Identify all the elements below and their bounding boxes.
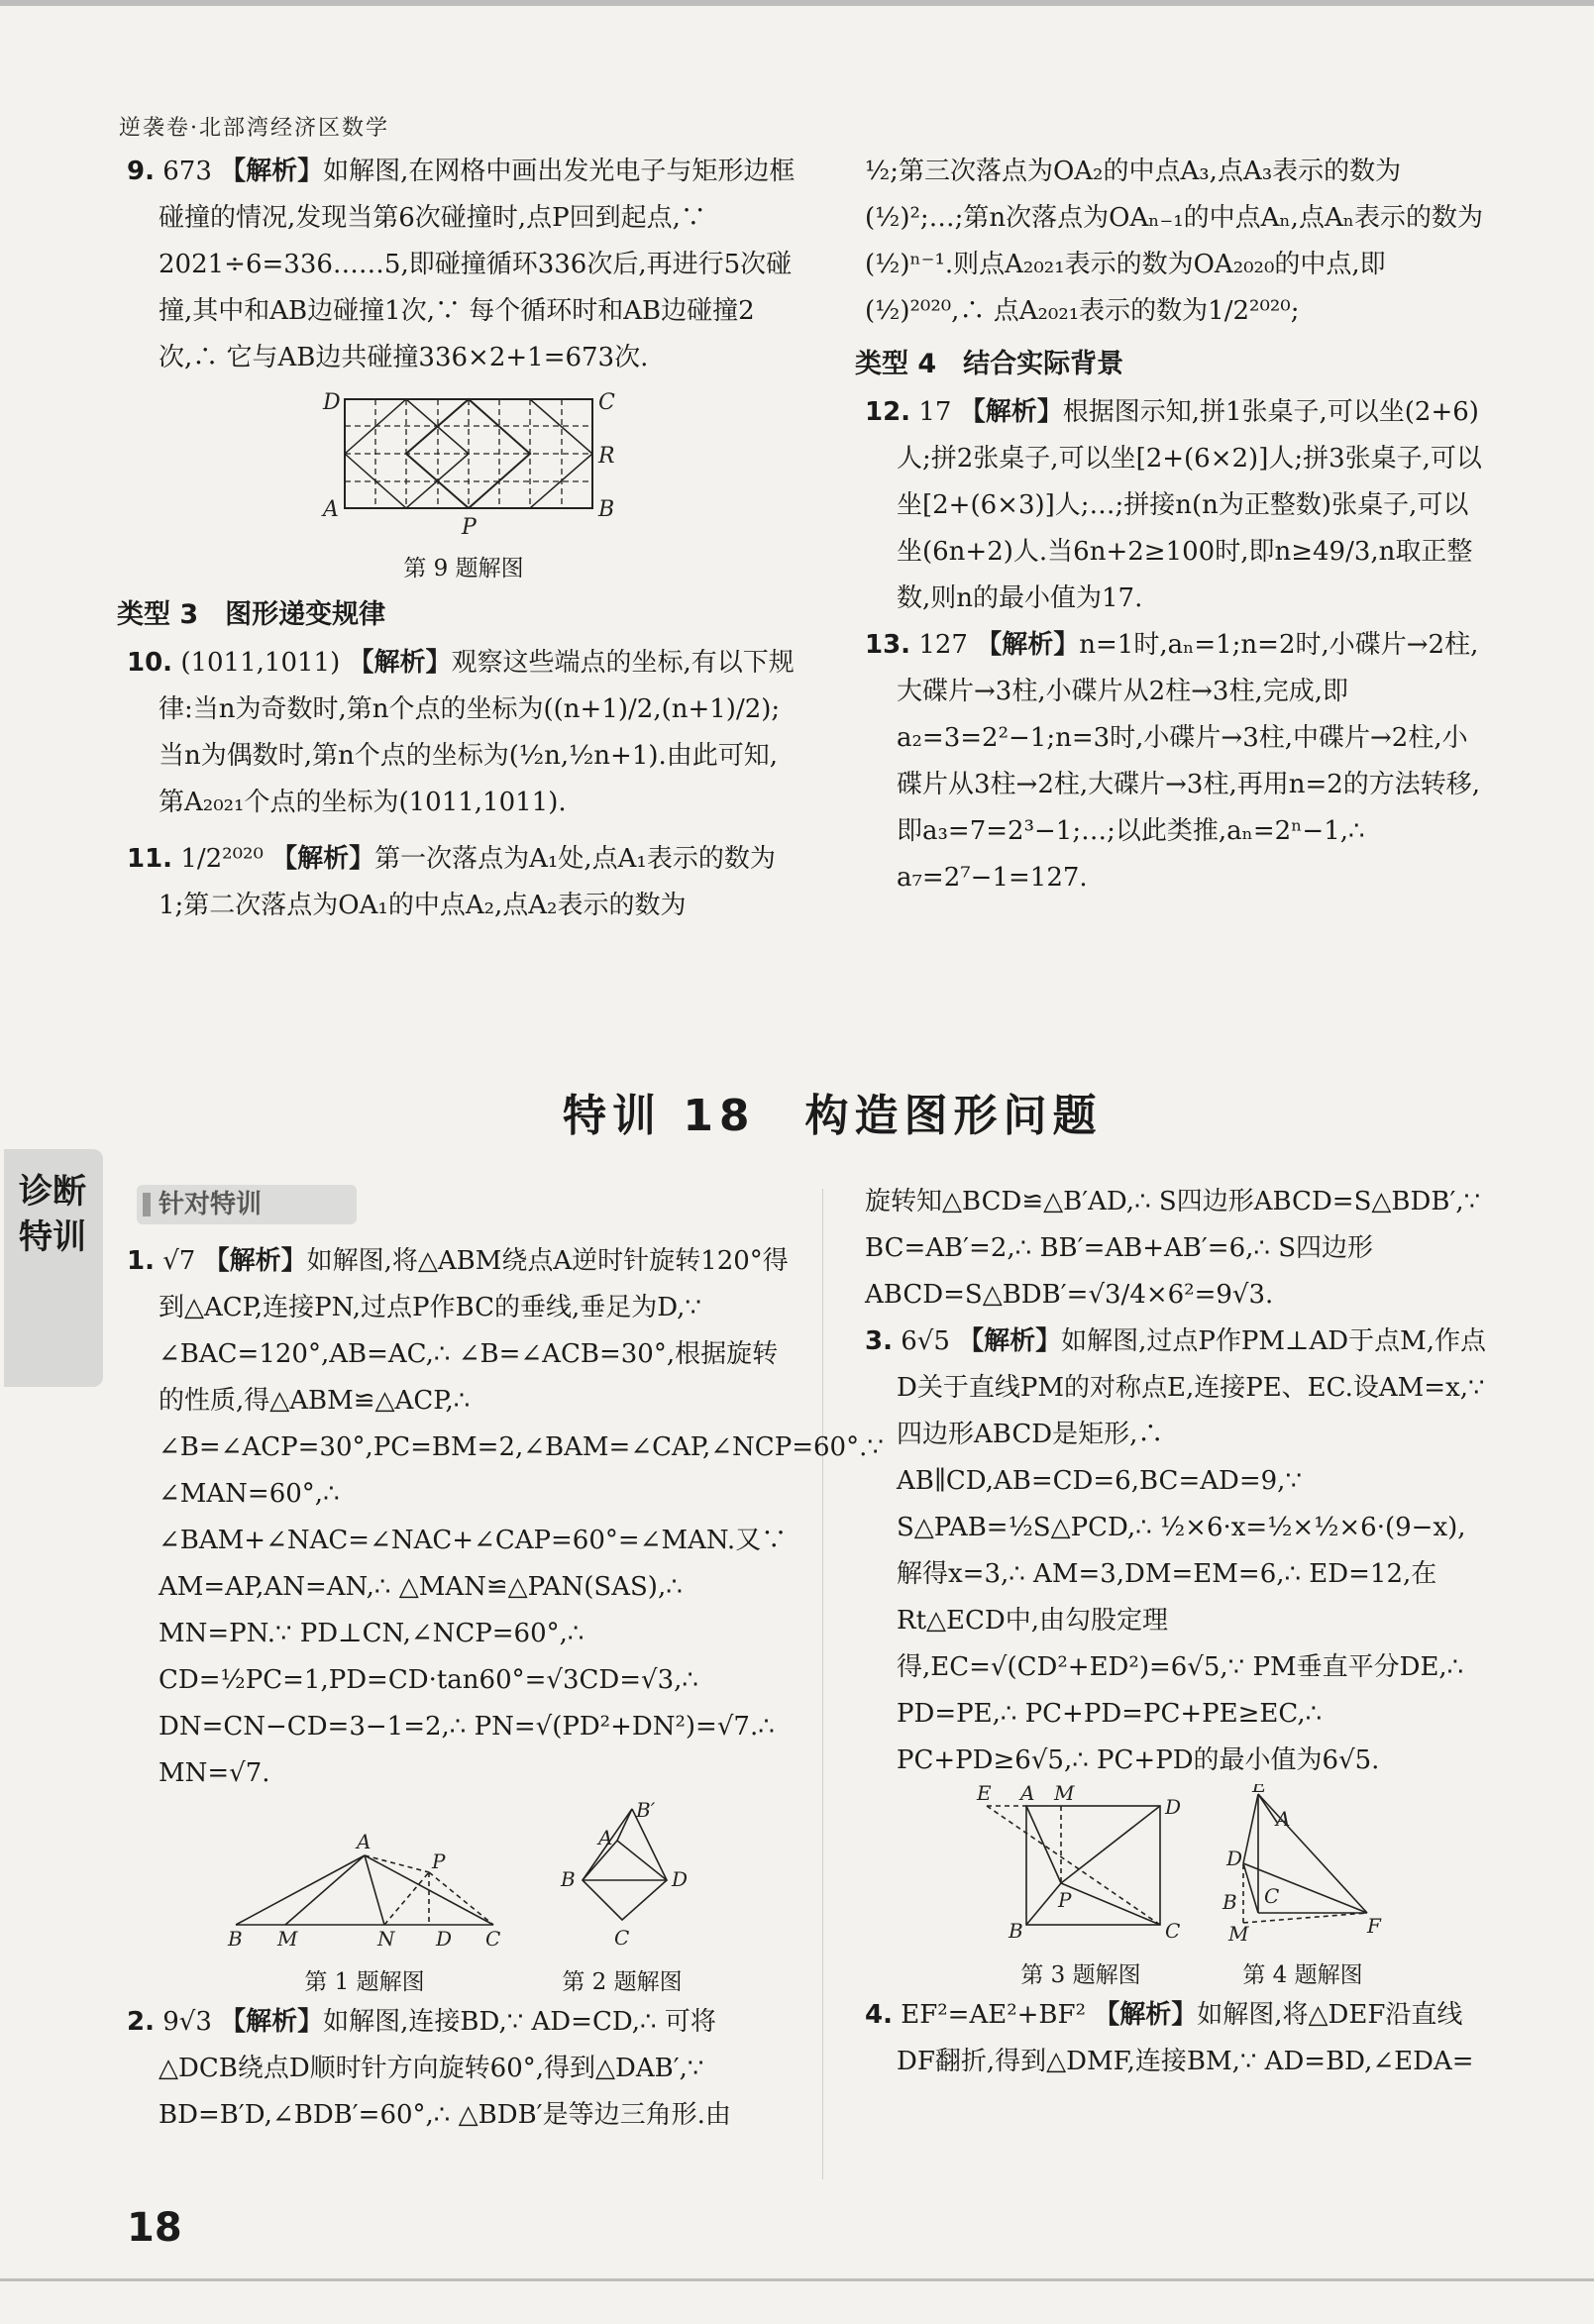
analysis-text: 如解图,在网格中画出发光电子与矩形边框碰撞的情况,发现当第6次碰撞时,点P回到起点,∵ 2021÷6=336……5,即碰撞循环336次后,再进行5次碰撞,其中和AB边碰撞1次,∵ 每个循环时和AB边碰撞2次,∴ 它与AB边共碰撞336×2+1=673次. bbox=[159, 157, 796, 372]
analysis-text: 第一次落点为A₁处,点A₁表示的数为1;第二次落点为OA₁的中点A₂,点A₂表示的数为 bbox=[159, 844, 776, 920]
label-E: E bbox=[977, 1784, 992, 1805]
label-C: C bbox=[1264, 1884, 1280, 1908]
type-4-heading: 类型 4 结合实际背景 bbox=[855, 349, 1124, 379]
figure-3-caption: 第 3 题解图 bbox=[1020, 1962, 1141, 1988]
bottom-border bbox=[0, 2278, 1594, 2281]
analysis-text: 观察这些端点的坐标,有以下规律:当n为奇数时,第n个点的坐标为((n+1)/2,(n+1)/2);当n为偶数时,第n个点的坐标为(½n,½n+1).由此可知,第A₂₀₂₁个点的坐标为(1011,1011). bbox=[159, 648, 795, 817]
section-title: 特训 18 构造图形问题 bbox=[563, 1091, 1103, 1141]
figure-9-caption: 第 9 题解图 bbox=[403, 556, 524, 581]
label-A: A bbox=[1276, 1807, 1291, 1831]
question-10 bbox=[127, 640, 800, 826]
analysis-tag: 【解析】 bbox=[976, 630, 1080, 660]
analysis-tag: 【解析】 bbox=[220, 157, 324, 186]
question-number: 2. bbox=[127, 2007, 155, 2037]
label-M: M bbox=[277, 1927, 298, 1950]
answer: EF²=AE²+BF² bbox=[901, 2000, 1086, 2030]
answer: 127 bbox=[918, 630, 968, 660]
running-header: 逆袭卷·北部湾经济区数学 bbox=[119, 116, 389, 141]
label-C: C bbox=[485, 1927, 501, 1950]
answer: 9√3 bbox=[162, 2007, 212, 2037]
answer: 6√5 bbox=[901, 1326, 950, 1356]
label-A: A bbox=[323, 497, 339, 522]
analysis-text: n=1时,aₙ=1;n=2时,小碟片→2柱,大碟片→3柱,小碟片从2柱→3柱,完成,即a₂=3=2²−1;n=3时,小碟片→3柱,中碟片→2柱,小碟片从3柱→2柱,大碟片→3柱,再用n=2的方法转移,即a₃=7=2³−1;…;以此类推,aₙ=2ⁿ−1,∴ a₇=2⁷−1=127. bbox=[897, 630, 1481, 893]
label-A: A bbox=[598, 1826, 613, 1849]
question-number: 13. bbox=[865, 630, 911, 660]
figure-1-caption: 第 1 题解图 bbox=[304, 1969, 425, 1995]
analysis-text: 如解图,连接BD,∵ AD=CD,∴ 可将△DCB绕点D顺时针方向旋转60°,得到△DAB′,∵ BD=B′D,∠BDB′=60°,∴ △BDB′是等边三角形.由 bbox=[159, 2007, 731, 2130]
label-D: D bbox=[323, 390, 341, 415]
figure-1 bbox=[216, 1801, 513, 1999]
label-P: P bbox=[432, 1849, 446, 1873]
label-P: P bbox=[462, 515, 477, 536]
type-3-heading: 类型 3 图形递变规律 bbox=[117, 599, 386, 630]
right-column-top bbox=[855, 149, 1489, 901]
answer: √7 bbox=[162, 1246, 196, 1276]
question-number: 9. bbox=[127, 157, 155, 186]
question-13 bbox=[865, 622, 1489, 901]
answer: 1/2²⁰²⁰ bbox=[180, 844, 264, 874]
figure-4-diagram bbox=[1219, 1784, 1387, 1943]
column-divider bbox=[822, 1189, 823, 2179]
side-tab-label: 诊断特训 bbox=[19, 1172, 86, 1257]
figures-1-2 bbox=[127, 1801, 791, 1999]
left-column-top bbox=[117, 149, 800, 929]
label-D: D bbox=[436, 1927, 453, 1950]
question-number: 1. bbox=[127, 1246, 155, 1276]
figure-4 bbox=[1219, 1784, 1387, 1992]
answer: (1011,1011) bbox=[180, 648, 341, 678]
label-M: M bbox=[1228, 1922, 1249, 1943]
label-A: A bbox=[357, 1830, 372, 1853]
question-9 bbox=[127, 149, 800, 381]
label-A: A bbox=[1020, 1784, 1035, 1805]
label-Bprime: B′ bbox=[636, 1801, 656, 1822]
analysis-tag: 【解析】 bbox=[959, 397, 1063, 427]
analysis-text: 如解图,过点P作PM⊥AD于点M,作点D关于直线PM的对称点E,连接PE、EC.设AM=x,∵ 四边形ABCD是矩形,∴ AB∥CD,AB=CD=6,BC=AD=9,∵ S△PAB=½S△PCD,∴ ½×6·x=½×½×6·(9−x),解得x=3,∴ AM=3,DM=EM=6,∴ ED=12,在Rt△ECD中,由勾股定理得,EC=√(CD²+ED²)=6√5,∵ PM垂直平分DE,∴ PD=PE,∴ PC+PD=PC+PE≥EC,∴ PC+PD≥6√5,∴ PC+PD的最小值为6√5. bbox=[897, 1326, 1487, 1775]
question-12 bbox=[865, 389, 1489, 622]
question-11-continued: ½;第三次落点为OA₂的中点A₃,点A₃表示的数为(½)²;…;第n次落点为OAₙ₋₁的中点Aₙ,点Aₙ表示的数为(½)ⁿ⁻¹.则点A₂₀₂₁表示的数为OA₂₀₂₀的中点,即(½)²⁰²⁰,∴ 点A₂₀₂₁表示的数为1/2²⁰²⁰; bbox=[865, 157, 1483, 326]
label-B: B bbox=[1222, 1890, 1237, 1914]
label-B: B bbox=[598, 497, 615, 522]
analysis-tag: 【解析】 bbox=[1094, 2000, 1198, 2030]
question-2 bbox=[127, 1999, 791, 2139]
figure-2-caption: 第 2 题解图 bbox=[562, 1969, 683, 1995]
label-N: N bbox=[377, 1927, 395, 1950]
label-C: C bbox=[614, 1926, 630, 1950]
label-D: D bbox=[672, 1867, 689, 1891]
question-number: 4. bbox=[865, 2000, 893, 2030]
label-D: D bbox=[1226, 1847, 1243, 1870]
figure-9 bbox=[127, 387, 800, 585]
figure-2 bbox=[543, 1801, 701, 1999]
left-column-bottom bbox=[127, 1238, 884, 2139]
analysis-tag: 【解析】 bbox=[220, 2007, 324, 2037]
question-2-continued: 旋转知△BCD≌△B′AD,∴ S四边形ABCD=S△BDB′,∵ BC=AB′=2,∴ BB′=AB+AB′=6,∴ S四边形ABCD=S△BDB′=√3/4×6²=9√3. bbox=[865, 1187, 1481, 1310]
label-C: C bbox=[1165, 1919, 1181, 1943]
side-tab bbox=[4, 1149, 103, 1387]
label-B: B bbox=[228, 1927, 243, 1950]
label-C: C bbox=[598, 390, 615, 415]
page-number: 18 bbox=[127, 2205, 182, 2251]
label-D: D bbox=[1165, 1795, 1182, 1819]
label-B: B bbox=[561, 1867, 576, 1891]
figure-9-diagram bbox=[305, 387, 622, 536]
label-B: B bbox=[1009, 1919, 1023, 1943]
analysis-tag: 【解析】 bbox=[348, 648, 452, 678]
analysis-tag: 【解析】 bbox=[271, 844, 375, 874]
figure-2-diagram bbox=[543, 1801, 701, 1950]
figure-1-diagram bbox=[216, 1801, 513, 1950]
right-column-bottom bbox=[865, 1179, 1489, 2085]
figure-3 bbox=[967, 1784, 1195, 1992]
question-number: 11. bbox=[127, 844, 173, 874]
question-4 bbox=[865, 1992, 1489, 2085]
analysis-text: 根据图示知,拼1张桌子,可以坐(2+6)人;拼2张桌子,可以坐[2+(6×2)]人;拼3张桌子,可以坐[2+(6×3)]人;…;拼接n(n为正整数)张桌子,可以坐(6n+2)人.当6n+2≥100时,即n≥49/3,n取正整数,则n的最小值为17. bbox=[897, 397, 1482, 613]
question-3 bbox=[865, 1319, 1489, 1784]
answer: 673 bbox=[162, 157, 212, 186]
figure-3-diagram bbox=[967, 1784, 1195, 1943]
figure-4-caption: 第 4 题解图 bbox=[1242, 1962, 1363, 1988]
top-border bbox=[0, 0, 1594, 6]
question-number: 3. bbox=[865, 1326, 893, 1356]
question-11 bbox=[127, 836, 800, 929]
label-P: P bbox=[1058, 1888, 1072, 1912]
label-F: F bbox=[1367, 1914, 1381, 1938]
question-number: 12. bbox=[865, 397, 911, 427]
label-R: R bbox=[598, 444, 615, 469]
figures-3-4 bbox=[865, 1784, 1489, 1992]
answer: 17 bbox=[918, 397, 952, 427]
question-1 bbox=[127, 1238, 884, 1797]
section-pill: 针对特训 bbox=[137, 1185, 357, 1224]
label-M: M bbox=[1054, 1784, 1075, 1805]
question-number: 10. bbox=[127, 648, 173, 678]
analysis-tag: 【解析】 bbox=[958, 1326, 1062, 1356]
analysis-tag: 【解析】 bbox=[203, 1246, 307, 1276]
label-E: E bbox=[1252, 1784, 1267, 1797]
analysis-text: 如解图,将△DEF沿直线DF翻折,得到△DMF,连接BM,∵ AD=BD,∠EDA= bbox=[897, 2000, 1474, 2076]
analysis-text: 如解图,将△ABM绕点A逆时针旋转120°得到△ACP,连接PN,过点P作BC的垂线,垂足为D,∵ ∠BAC=120°,AB=AC,∴ ∠B=∠ACB=30°,根据旋转的性质,得△ABM≌△ACP,∴ ∠B=∠ACP=30°,PC=BM=2,∠BAM=∠CAP,∠NCP=60°.∵ ∠MAN=60°,∴ ∠BAM+∠NAC=∠NAC+∠CAP=60°=∠MAN.又∵ AM=AP,AN=AN,∴ △MAN≌△PAN(SAS),∴ MN=PN.∵ PD⊥CN,∠NCP=60°,∴ CD=½PC=1,PD=CD·tan60°=√3CD=√3,∴ DN=CN−CD=3−1=2,∴ PN=√(PD²+DN²)=√7.∴ MN=√7. bbox=[159, 1246, 884, 1788]
